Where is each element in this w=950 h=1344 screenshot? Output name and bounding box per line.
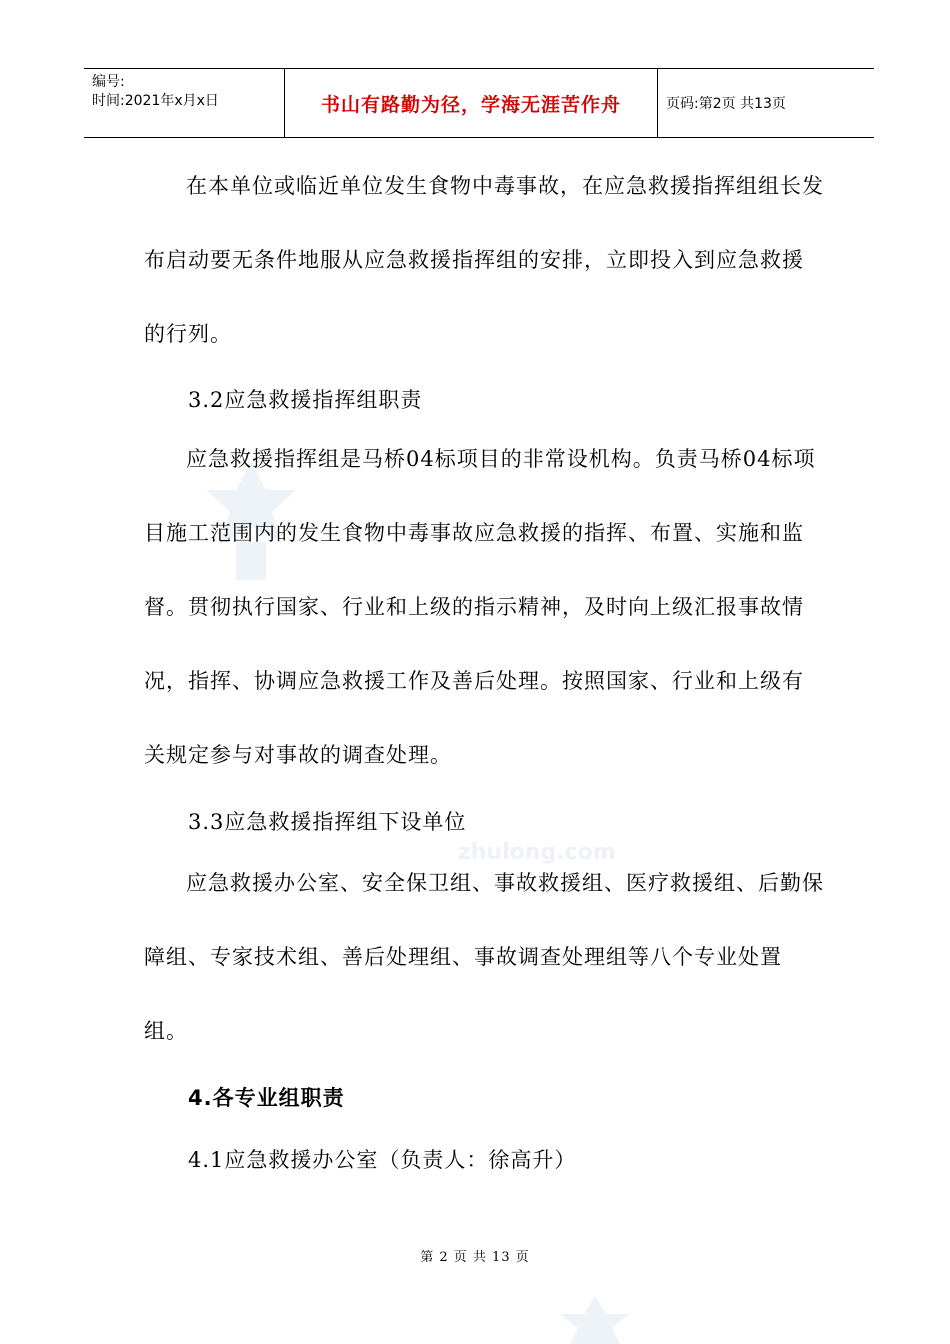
watermark-logo-bottom-icon: [560, 1296, 630, 1344]
header-time: 时间:2021年x月x日: [92, 93, 219, 109]
header-motto: 书山有路勤为径，学海无涯苦作舟: [284, 69, 658, 137]
paragraph-1: 在本单位或临近单位发生食物中毒事故，在应急救援指挥组组长发布启动要无条件地服从应急救援指挥组的安排，立即投入到应急救援的行列。: [144, 174, 824, 346]
paragraph-3: 应急救援办公室、安全保卫组、事故救援组、医疗救援组、后勤保障组、专家技术组、善后处理组、事故调查处理组等八个专业处置组。: [144, 871, 824, 1043]
heading-4: 4.各专业组职责: [188, 1086, 345, 1110]
heading-4-1: 4.1应急救援办公室（负责人：徐高升）: [188, 1148, 577, 1172]
heading-3-2: 3.2应急救援指挥组职责: [188, 388, 423, 412]
page-footer: 第 2 页 共 13 页: [420, 1250, 530, 1265]
header-number: 编号:: [92, 74, 125, 90]
paragraph-2: 应急救援指挥组是马桥04标项目的非常设机构。负责马桥04标项目施工范围内的发生食物中毒事故应急救援的指挥、布置、实施和监督。贯彻执行国家、行业和上级的指示精神，及时向上级汇报事故情况，指挥、协调应急救援工作及善后处理。按照国家、行业和上级有关规定参与对事故的调查处理。: [144, 447, 816, 767]
header-page-label: 页码:第2页 共13页: [666, 96, 786, 112]
header-meta: [92, 73, 219, 111]
page-header: [84, 68, 874, 138]
watermark-text: zhulong.com: [458, 840, 616, 865]
heading-3-3: 3.3应急救援指挥组下设单位: [188, 810, 467, 834]
